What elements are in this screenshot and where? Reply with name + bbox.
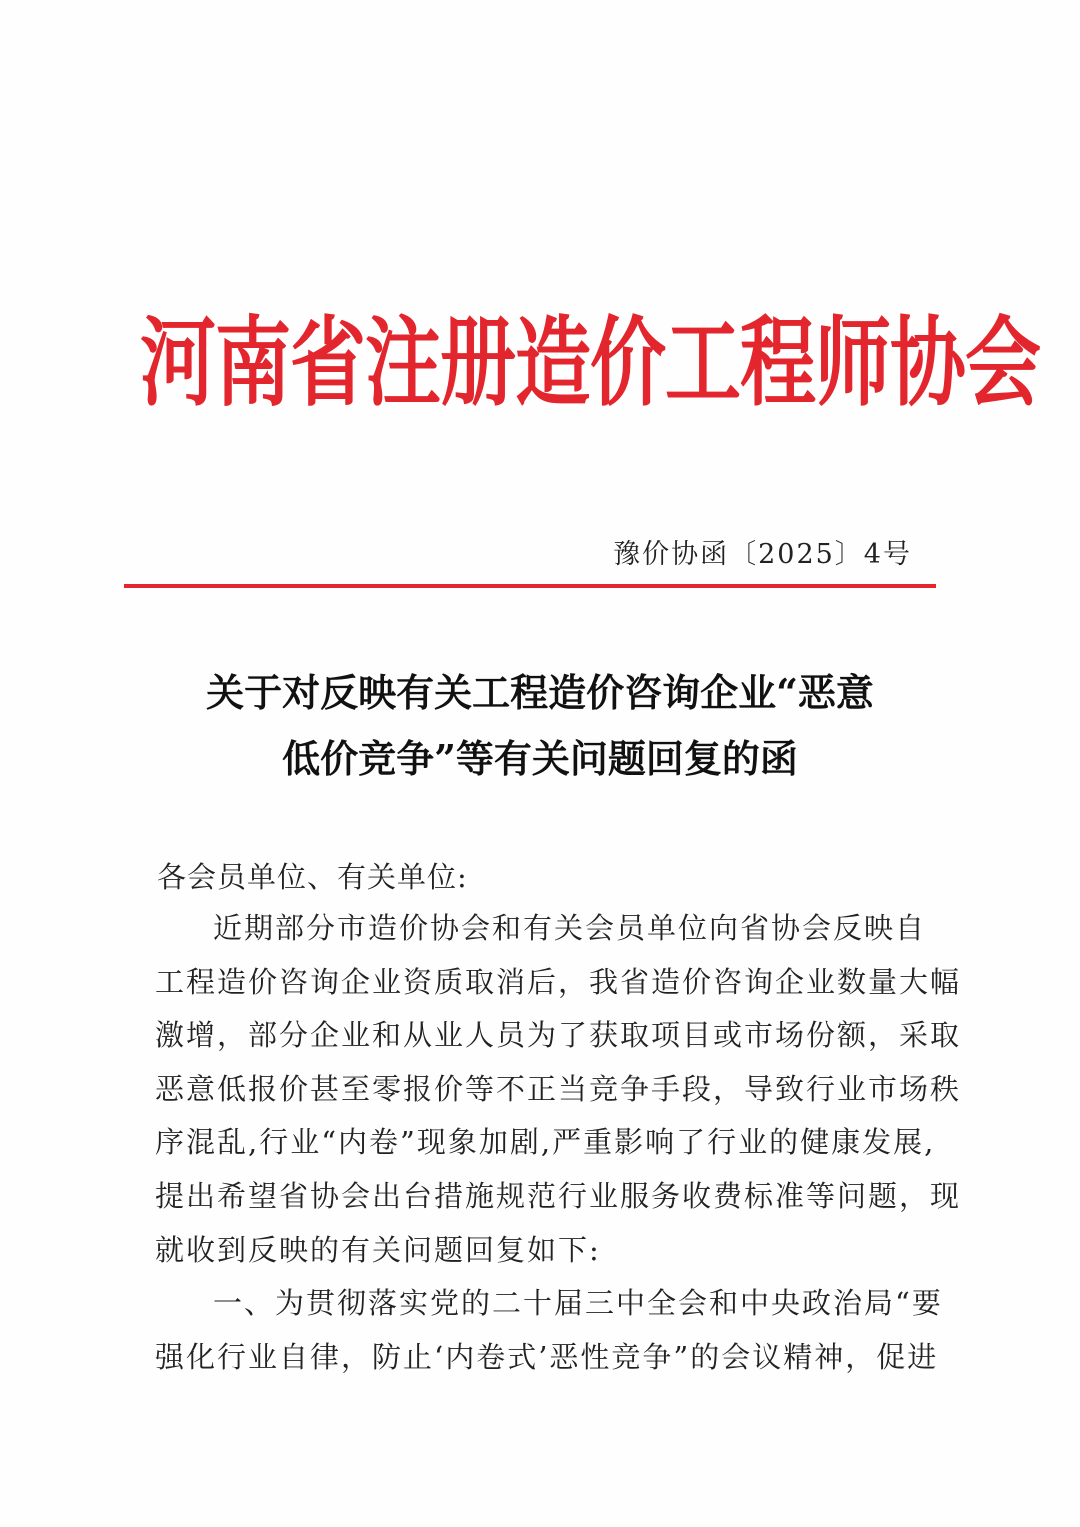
body-line: 强化行业自律，防止‘内卷式’恶性竞争”的会议精神，促进 [155,1339,939,1374]
headline-line-1: 关于对反映有关工程造价咨询企业“恶意 [206,670,874,715]
headline-line-2: 低价竞争”等有关问题回复的函 [282,736,798,781]
body-line: 工程造价咨询企业资质取消后，我省造价咨询企业数量大幅 [155,964,962,999]
letterhead-divider [124,584,936,588]
body-line: 一、为贯彻落实党的二十届三中全会和中央政治局“要 [213,1286,943,1321]
document-number: 豫价协函〔2025〕4号 [613,539,912,570]
body-text [155,902,962,1384]
body-line: 就收到反映的有关问题回复如下: [155,1232,601,1267]
body-line: 序混乱,行业“内卷”现象加剧,严重影响了行业的健康发展, [155,1125,936,1160]
letterhead-organization: 河南省注册造价工程师协会 [140,305,1040,420]
salutation: 各会员单位、有关单位: [157,860,468,894]
document-headline [150,660,930,792]
body-line: 近期部分市造价协会和有关会员单位向省协会反映自 [213,911,927,945]
body-line: 提出希望省协会出台措施规范行业服务收费标准等问题，现 [155,1178,962,1213]
body-line: 激增，部分企业和从业人员为了获取项目或市场份额，采取 [155,1018,962,1053]
body-line: 恶意低报价甚至零报价等不正当竞争手段，导致行业市场秩 [155,1071,962,1106]
